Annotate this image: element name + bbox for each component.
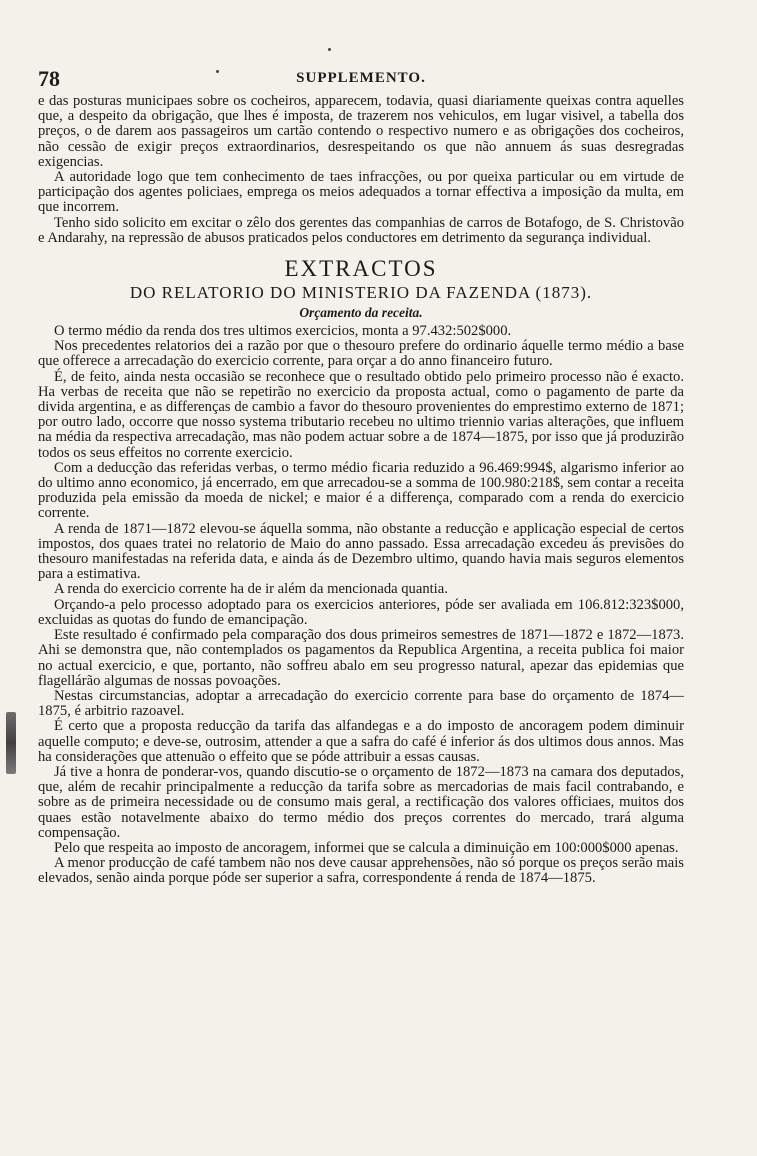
page-number: 78 — [38, 66, 60, 91]
paragraph: O termo médio da renda dos tres ultimos exercicios, monta a 97.432:502$000. — [54, 323, 512, 340]
paragraph: A autoridade logo que tem conhecimento de taes infracções, ou por queixa particular ou em virtude de participação dos agentes policiaes, emprega os meios adequados a tornar effectiva a imposição da multa, em que incorrem. — [38, 169, 684, 216]
paragraph: Pelo que respeita ao imposto de ancoragem, informei que se calcula a diminuição em 100:000$000 apenas. — [54, 839, 679, 856]
section-title: EXTRACTOS — [284, 256, 438, 282]
ink-speck — [328, 48, 331, 51]
section-heading-line: DO RELATORIO DO MINISTERIO DA FAZENDA (1873). — [129, 283, 593, 303]
page-header — [38, 64, 684, 94]
paragraph: Nos precedentes relatorios dei a razão por que o thesouro prefere do ordinario áquelle termo médio a base que offerece a arrecadação do exercicio corrente, para orçar a do anno financeiro futuro. — [38, 338, 684, 370]
section-heading — [38, 256, 684, 322]
margin-tab-mark — [6, 712, 16, 774]
section-subtitle: Orçamento da receita. — [299, 305, 423, 321]
paragraph: A renda de 1871—1872 elevou-se áquella somma, não obstante a reducção e applicação especial de certos impostos, dos quaes tratei no relatorio de Maio do anno passado. Essa arrecadação excedeu ás previsões do thesouro manifestadas na referida data, e ainda ás de Dezembro ultimo, quando havia mais seguros elementos para a estimativa. — [38, 520, 684, 583]
document-page — [38, 64, 684, 887]
paragraph: É certo que a proposta reducção da tarifa das alfandegas e a do imposto de ancoragem podem diminuir aquelle computo; e deve-se, outrosim, attender a que a safra do café é inferior ás dos ultimos dous annos. Mas ha considerações que attenuão o effeito que se póde attribuir a essas causas. — [38, 718, 684, 765]
paragraph: A menor producção de café tambem não nos deve causar apprehensões, não só porque os preços serão mais elevados, senão ainda porque póde ser superior a safra, correspondente á renda de 1874—1875. — [38, 855, 684, 887]
running-head: SUPPLEMENTO. — [296, 70, 426, 86]
paragraph: Com a deducção das referidas verbas, o termo médio ficaria reduzido a 96.469:994$, algarismo inferior ao do ultimo anno economico, já encerrado, em que arrecadou-se a somma de 100.980:218$, sem contar a receita produzida pela emissão da moeda de nickel; e maior é a differença, comparado com a renda do exercicio corrente. — [38, 459, 684, 522]
paragraph: Este resultado é confirmado pela comparação dos dous primeiros semestres de 1871—1872 e 1872—1873. Ahi se demonstra que, não contemplados os pagamentos da Republica Argentina, a receita publica foi maior no actual exercicio, e que, portanto, não soffreu abalo em seu progresso natural, apezar das epidemias que flagellárão algumas de nossas povoações. — [38, 627, 684, 689]
paragraph: A renda do exercicio corrente ha de ir além da mencionada quantia. — [54, 581, 448, 598]
paragraph: Nestas circumstancias, adoptar a arrecadação do exercicio corrente para base do orçamento de 1874—1875, é arbitrio razoavel. — [38, 687, 684, 720]
intro-text — [38, 94, 684, 246]
paragraph: e das posturas municipaes sobre os cocheiros, apparecem, todavia, quasi diariamente queixas contra aquelles que, a despeito da obrigação, que lhes é imposta, de trazerem nos vehiculos, em lugar visivel, a tabella dos preços, o de darem aos passageiros um cartão contendo o respectivo numero e as obrigações dos cocheiros, não cessão de exigir preços extraordinarios, desrespeitando os que não annuem ás suas desregradas exigencias. — [38, 93, 684, 170]
paragraph: Orçando-a pelo processo adoptado para os exercicios anteriores, póde ser avaliada em 106.812:323$000, excluidas as quotas do fundo de emancipação. — [38, 596, 684, 628]
paragraph: Tenho sido solicito em excitar o zêlo dos gerentes das companhias de carros de Botafogo, de S. Christovão e Andarahy, na repressão de abusos praticados pelos conductores em detrimento da segurança individual. — [38, 214, 684, 246]
body-text — [38, 324, 684, 887]
paragraph: É, de feito, ainda nesta occasião se reconhece que o resultado obtido pelo primeiro processo não é exacto. Ha verbas de receita que não se repetirão no exercicio da proposta actual, como o pagamento de parte da divida argentina, e as differenças de cambio a favor do thesouro provenientes do emprestimo externo de 1871; por outro lado, occorre que nosso systema tributario recebeu no ultimo triennio varias alterações, que influem na média da respectiva arrecadação, mas não podem actuar sobre a de 1874—1875, por isso que já produzirão todos os seus effeitos no corrente exercicio. — [38, 368, 684, 461]
paragraph: Já tive a honra de ponderar-vos, quando discutio-se o orçamento de 1872—1873 na camara dos deputados, que, além de recahir principalmente a reducção da tarifa sobre as mercadorias de mais facil contrabando, e sobre as de primeira necessidade ou de consumo mais geral, a rectificação dos valores officiaes, muitos dos quaes estão notavelmente abaixo do termo médio dos preços correntes do mercado, trará alguma compensação. — [38, 763, 684, 841]
